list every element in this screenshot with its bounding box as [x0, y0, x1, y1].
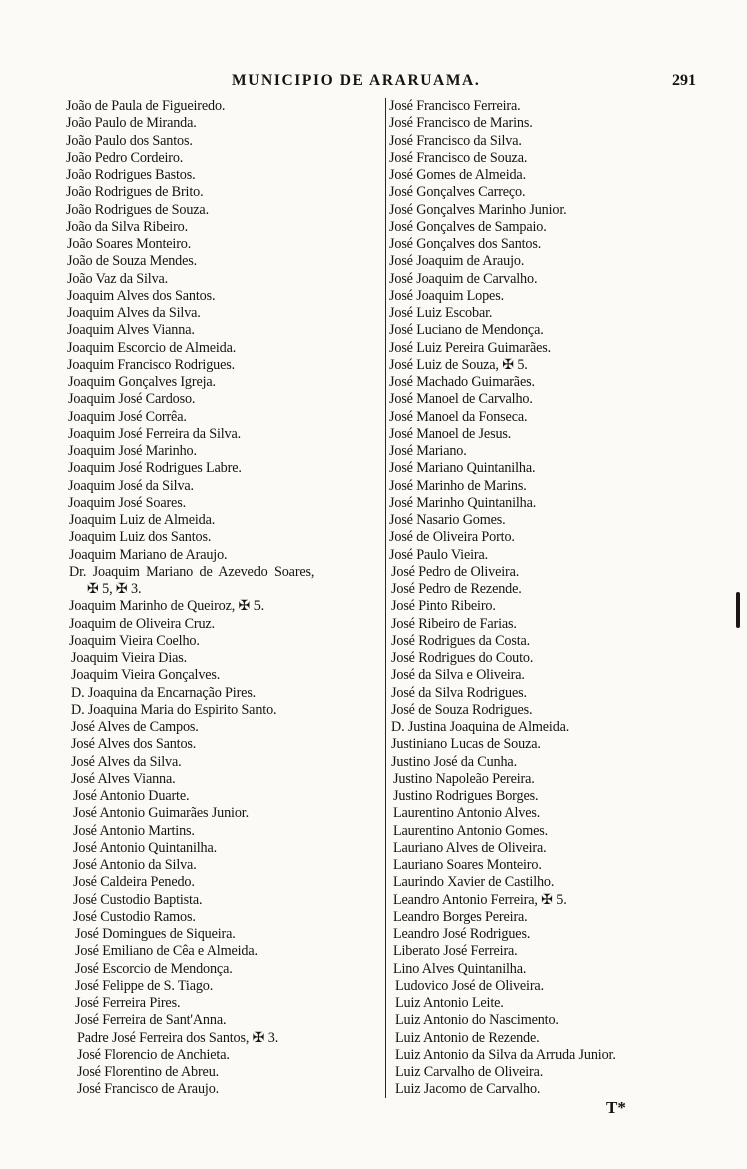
list-item: Joaquim Alves dos Santos. — [67, 287, 216, 304]
list-item: Dr. Joaquim Mariano de Azevedo Soares, — [69, 563, 315, 580]
list-item: João Rodrigues de Brito. — [66, 184, 204, 201]
list-item: Joaquim Francisco Rodrigues. — [67, 356, 235, 373]
list-item: Justiniano Lucas de Souza. — [391, 736, 541, 753]
list-item: José Pinto Ribeiro. — [391, 598, 496, 615]
list-item: José Francisco de Souza. — [389, 149, 528, 166]
list-item: José Ribeiro de Farias. — [391, 615, 517, 632]
list-item: José Francisco da Silva. — [389, 132, 522, 149]
list-item: José Alves de Campos. — [71, 719, 199, 735]
list-item: José Gomes de Almeida. — [389, 167, 526, 183]
list-item: Lino Alves Quintanilha. — [393, 960, 527, 977]
list-item: João Paulo dos Santos. — [66, 132, 193, 149]
list-item: José Mariano. — [389, 443, 467, 459]
list-item: Joaquim Vieira Coelho. — [69, 632, 200, 649]
list-item: Luiz Antonio de Rezende. — [395, 1029, 540, 1046]
list-item: João Vaz da Silva. — [67, 270, 169, 287]
list-item: José Mariano Quintanilha. — [389, 460, 536, 477]
list-item: José Paulo Vieira. — [389, 546, 489, 563]
list-item: José Rodrigues da Costa. — [391, 632, 531, 649]
list-item: José Pedro de Oliveira. — [391, 563, 520, 580]
list-item: ✠ 5, ✠ 3. — [87, 581, 142, 597]
list-item: Luiz Antonio Leite. — [395, 995, 504, 1011]
list-item: José Custodio Ramos. — [73, 908, 196, 925]
list-item: José Escorcio de Mendonça. — [75, 960, 233, 977]
list-item: José Manoel da Fonseca. — [389, 408, 528, 425]
list-item: José Joaquim Lopes. — [389, 287, 504, 304]
list-item: José Marinho de Marins. — [389, 477, 527, 494]
list-item: José Francisco Ferreira. — [389, 98, 521, 114]
list-item: José Gonçalves Marinho Junior. — [389, 201, 567, 218]
list-item: Joaquim José Marinho. — [68, 443, 197, 459]
list-item: Joaquim Luiz dos Santos. — [69, 529, 212, 546]
list-item: D. Justina Joaquina de Almeida. — [391, 719, 570, 735]
list-item: José Alves Vianna. — [71, 770, 176, 787]
list-item: José Antonio Duarte. — [73, 788, 190, 804]
list-item: Padre José Ferreira dos Santos, ✠ 3. — [77, 1029, 279, 1046]
list-item: Joaquim Vieira Gonçalves. — [71, 667, 221, 684]
list-item: José Francisco de Araujo. — [77, 1081, 220, 1098]
list-item: Liberato José Ferreira. — [393, 943, 518, 960]
list-item: José de Oliveira Porto. — [389, 529, 515, 546]
list-item: Justino Napoleão Pereira. — [393, 770, 535, 787]
list-item: Ludovico José de Oliveira. — [395, 977, 544, 994]
left-name-list — [66, 98, 382, 1099]
page-number: 291 — [672, 72, 696, 89]
list-item: José Florentino de Abreu. — [77, 1064, 220, 1080]
list-item: José da Silva Rodrigues. — [391, 684, 527, 701]
list-item: D. Joaquina Maria do Espirito Santo. — [71, 701, 277, 718]
list-item: Lauriano Alves de Oliveira. — [393, 839, 547, 856]
list-item: Joaquim Vieira Dias. — [71, 650, 188, 666]
list-item: Justino Rodrigues Borges. — [393, 788, 539, 804]
list-item: José Ferreira Pires. — [75, 995, 181, 1011]
list-item: Joaquim José Soares. — [68, 494, 186, 511]
signature-mark: T* — [606, 1098, 626, 1117]
list-item: José Gonçalves Carreço. — [389, 184, 526, 201]
list-item: José Custodio Baptista. — [73, 891, 203, 908]
list-item: José Domingues de Siqueira. — [75, 926, 236, 942]
list-item: José de Souza Rodrigues. — [391, 701, 533, 718]
list-item: José Antonio da Silva. — [73, 857, 197, 873]
list-item: Joaquim José da Silva. — [68, 477, 194, 494]
list-item: José Francisco de Marins. — [389, 115, 533, 132]
list-item: José Antonio Martins. — [73, 822, 195, 839]
page-edge-mark — [736, 592, 740, 628]
list-item: José Luciano de Mendonça. — [389, 322, 544, 339]
list-item: José Manoel de Jesus. — [389, 425, 512, 442]
list-item: João da Silva Ribeiro. — [66, 218, 189, 235]
list-item: Luiz Antonio do Nascimento. — [395, 1012, 559, 1029]
list-item: João de Paula de Figueiredo. — [66, 98, 226, 114]
list-item: Leandro Borges Pereira. — [393, 908, 528, 925]
list-item: José Gonçalves dos Santos. — [389, 236, 542, 252]
list-item: João Rodrigues de Souza. — [66, 201, 209, 218]
list-item: Joaquim Gonçalves Igreja. — [68, 374, 216, 390]
list-item: Joaquim Escorcio de Almeida. — [67, 339, 237, 356]
list-item: José Felippe de S. Tiago. — [75, 977, 214, 994]
list-item: José Luiz Escobar. — [389, 305, 493, 321]
column-divider — [385, 98, 386, 1098]
list-item: José Alves da Silva. — [71, 753, 182, 770]
list-item: José Luiz de Souza, ✠ 5. — [389, 356, 528, 373]
list-item: João Rodrigues Bastos. — [66, 167, 196, 183]
list-item: João Paulo de Miranda. — [66, 115, 197, 132]
list-item: Joaquim Alves da Silva. — [67, 305, 201, 321]
list-item: José Joaquim de Araujo. — [389, 253, 525, 270]
list-item: Joaquim Marinho de Queiroz, ✠ 5. — [69, 598, 265, 615]
list-item: Joaquim Mariano de Araujo. — [69, 546, 228, 563]
list-item: Justino José da Cunha. — [391, 753, 517, 770]
list-item: José Antonio Quintanilha. — [73, 839, 218, 856]
list-item: Luiz Antonio da Silva da Arruda Junior. — [395, 1046, 616, 1063]
page-title: MUNICIPIO DE ARARUAMA. — [232, 72, 481, 89]
list-item: José Pedro de Rezende. — [391, 581, 522, 597]
list-item: José Emiliano de Cêa e Almeida. — [75, 943, 258, 960]
list-item: Joaquim Alves Vianna. — [67, 322, 195, 339]
list-item: Lauriano Soares Monteiro. — [393, 857, 542, 873]
list-item: Luiz Carvalho de Oliveira. — [395, 1064, 544, 1080]
list-item: José da Silva e Oliveira. — [391, 667, 525, 684]
list-item: Joaquim José Corrêa. — [68, 408, 187, 425]
list-item: João Soares Monteiro. — [67, 236, 192, 252]
list-item: Joaquim Luiz de Almeida. — [69, 512, 216, 528]
list-item: D. Joaquina da Encarnação Pires. — [71, 684, 257, 701]
list-item: José Gonçalves de Sampaio. — [389, 218, 547, 235]
list-item: José Joaquim de Carvalho. — [389, 270, 538, 287]
list-item: Joaquim José Ferreira da Silva. — [68, 425, 242, 442]
list-item: Laurentino Antonio Gomes. — [393, 822, 549, 839]
list-item: Laurindo Xavier de Castilho. — [393, 874, 555, 891]
list-item: Luiz Jacomo de Carvalho. — [395, 1081, 541, 1098]
list-item: José Ferreira de Sant'Anna. — [75, 1012, 227, 1029]
list-item: José Caldeira Penedo. — [73, 874, 195, 891]
list-item: Joaquim de Oliveira Cruz. — [69, 615, 215, 632]
list-item: José Machado Guimarães. — [389, 374, 535, 390]
list-item: Laurentino Antonio Alves. — [393, 805, 541, 822]
list-item: José Florencio de Anchieta. — [77, 1046, 230, 1063]
list-item: João Pedro Cordeiro. — [66, 149, 184, 166]
list-item: Leandro José Rodrigues. — [393, 926, 531, 942]
list-item: José Alves dos Santos. — [71, 736, 197, 753]
list-item: José Manoel de Carvalho. — [389, 391, 533, 408]
list-item: João de Souza Mendes. — [67, 253, 198, 270]
list-item: José Antonio Guimarães Junior. — [73, 805, 249, 822]
list-item: José Marinho Quintanilha. — [389, 494, 537, 511]
list-item: José Nasario Gomes. — [389, 512, 506, 528]
right-name-list — [389, 98, 689, 1099]
list-item: José Rodrigues do Couto. — [391, 650, 534, 666]
list-item: Leandro Antonio Ferreira, ✠ 5. — [393, 891, 567, 908]
list-item: José Luiz Pereira Guimarães. — [389, 339, 552, 356]
list-item: Joaquim José Cardoso. — [68, 391, 196, 408]
list-item: Joaquim José Rodrigues Labre. — [68, 460, 242, 477]
page-header — [0, 72, 747, 96]
